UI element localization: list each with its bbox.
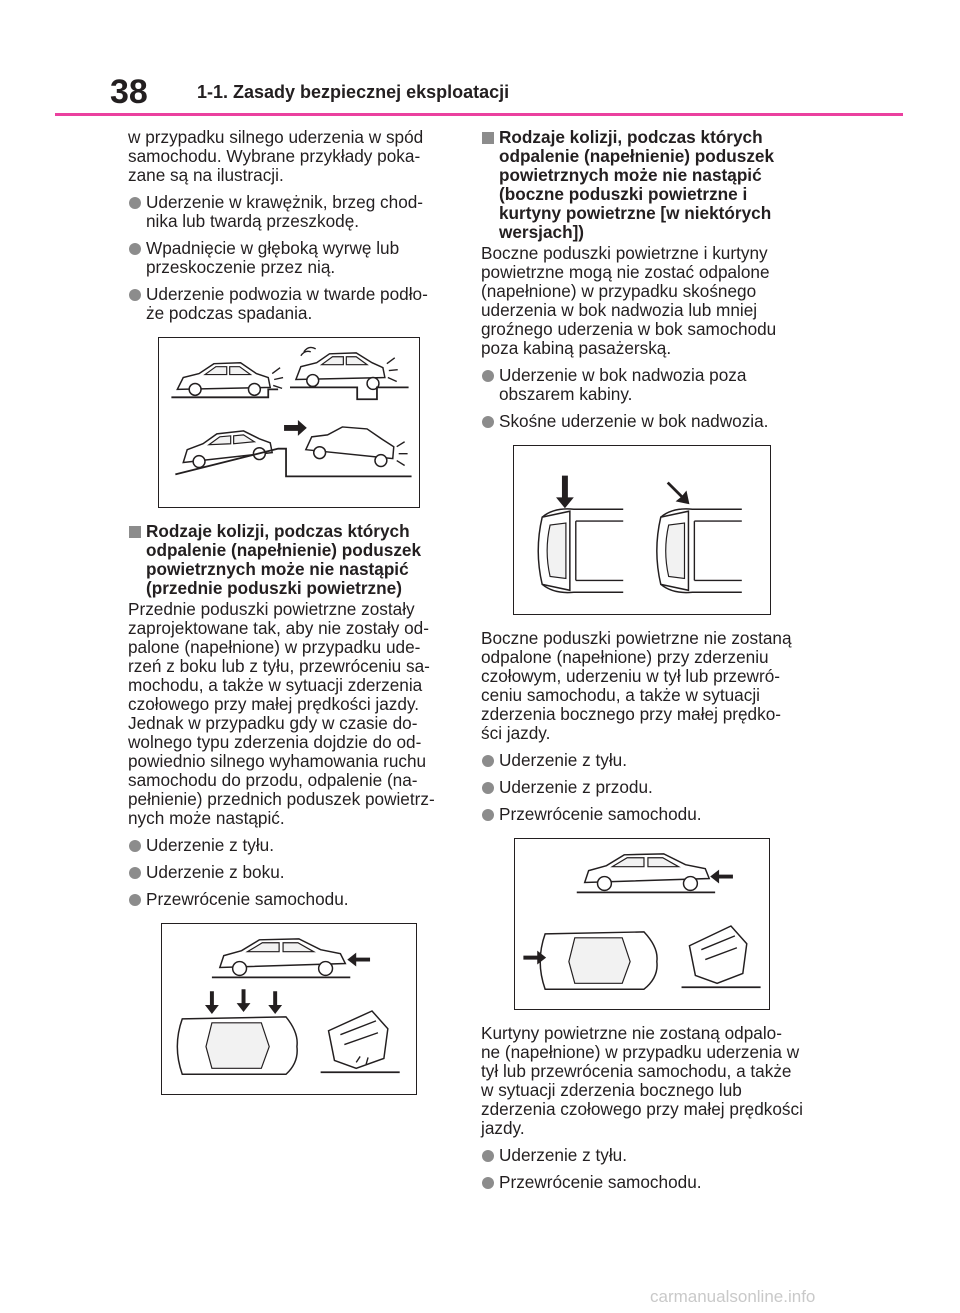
intro-paragraph: w przypadku silnego uderzenia w spód samochodu. Wybrane przykłady poka- zane są na ilustracji. bbox=[128, 127, 424, 185]
figure-side-airbag-exceptions bbox=[514, 838, 770, 1010]
list-item: Uderzenie z boku. bbox=[128, 863, 450, 882]
list-item: Skośne uderzenie w bok nadwozia. bbox=[481, 412, 803, 431]
page-header bbox=[0, 0, 960, 120]
side-airbags-exceptions-paragraph: Boczne poduszki powietrzne nie zostaną odpalone (napełnione) przy zderzeniu czołowym, uderzeniu w tył lub przewró- ceniu samochodu, a także w sytuacji zderzenia bocznego przy małej prędko- ści jazdy. bbox=[481, 628, 792, 743]
car-rear-impact-icon bbox=[212, 939, 370, 978]
side-impact-exceptions-illustration bbox=[514, 446, 770, 614]
list-item: Przewrócenie samochodu. bbox=[481, 1173, 803, 1192]
list-item: Uderzenie z tyłu. bbox=[481, 1146, 803, 1165]
list-item: Uderzenie w krawężnik, brzeg chod- nika lub twardą przeszkodę. bbox=[128, 193, 450, 231]
curtain-airbags-paragraph: Kurtyny powietrzne nie zostaną odpalo- ne (napełnione) w przypadku uderzenia w tył lub przewrócenia samochodu, a także w sytuacji zderzenia bocznego lub zderzenia czołowego przy małej prędkości jazdy. bbox=[481, 1023, 803, 1138]
right-column bbox=[481, 128, 803, 1200]
list-item: Uderzenie z tyłu. bbox=[481, 751, 803, 770]
front-airbags-paragraph: Przednie poduszki powietrzne zostały zaprojektowane tak, aby nie zostały od- palone (napełnione) w przypadku ude- rzeń z boku lub z tyłu, przewróceniu sa- mochodu, a także w sytuacji zderzenia czołowego przy małej prędkości jazdy. Jednak w przypadku gdy w czasie do- wolnego typu zderzenia dojdzie do od- powiednio silnego wyhamowania ruchu samochodu do przodu, odpalenie (na- pełnienie) przednich poduszek powietrz- nych może nastąpić. bbox=[128, 599, 435, 828]
car-side-impact-icon bbox=[177, 989, 297, 1074]
car-front-impact-icon bbox=[577, 854, 733, 893]
side-airbag-exceptions-illustration bbox=[515, 839, 769, 1009]
list-item: Uderzenie z przodu. bbox=[481, 778, 803, 797]
list-item: Wpadnięcie w głęboką wyrwę lub przeskoczenie przez nią. bbox=[128, 239, 450, 277]
list-item: Przewrócenie samochodu. bbox=[481, 805, 803, 824]
figure-undercarriage-impacts bbox=[158, 337, 420, 508]
list-item: Uderzenie z tyłu. bbox=[128, 836, 450, 855]
figure-front-airbag-exceptions bbox=[161, 923, 417, 1095]
section-heading-front-airbags: Rodzaje kolizji, podczas których odpalenie (napełnienie) poduszek powietrznych może nie nastąpić (przednie poduszki powietrzne) bbox=[128, 522, 450, 598]
car-top-view-side-hit-icon bbox=[538, 476, 623, 593]
car-top-view-oblique-hit-icon bbox=[657, 482, 742, 593]
front-airbag-exceptions-illustration bbox=[162, 924, 416, 1094]
list-item: Uderzenie podwozia w twarde podło- że podczas spadania. bbox=[128, 285, 450, 323]
side-airbags-paragraph: Boczne poduszki powietrzne i kurtyny powietrzne mogą nie zostać odpalone (napełnione) w przypadku skośnego uderzenia w bok nadwozia lub mniej groźnego uderzenia w bok samochodu poza kabiną pasażerską. bbox=[481, 243, 777, 358]
left-column bbox=[128, 128, 450, 1109]
car-pothole-icon bbox=[290, 347, 409, 399]
watermark-link[interactable]: carmanualsonline.info bbox=[650, 1287, 816, 1306]
list-item: Przewrócenie samochodu. bbox=[128, 890, 450, 909]
car-top-view-front-hit-icon bbox=[523, 932, 657, 989]
section-heading-side-airbags: Rodzaje kolizji, podczas których odpalenie (napełnienie) poduszek powietrznych może nie nastąpić (boczne poduszki powietrzne i kurtyny powietrzne [w niektórych wersjach]) bbox=[481, 128, 803, 242]
header-divider bbox=[55, 113, 903, 116]
undercarriage-impacts-illustration bbox=[159, 338, 419, 507]
page-number: 38 bbox=[110, 73, 148, 111]
figure-side-impact-exceptions bbox=[513, 445, 771, 615]
list-item: Uderzenie w bok nadwozia poza obszarem kabiny. bbox=[481, 366, 803, 404]
car-curb-icon bbox=[171, 363, 283, 398]
car-rollover-icon bbox=[682, 926, 761, 987]
section-title: 1-1. Zasady bezpiecznej eksploatacji bbox=[197, 82, 510, 102]
car-rollover-icon bbox=[321, 1011, 400, 1072]
car-jump-icon bbox=[175, 420, 411, 476]
